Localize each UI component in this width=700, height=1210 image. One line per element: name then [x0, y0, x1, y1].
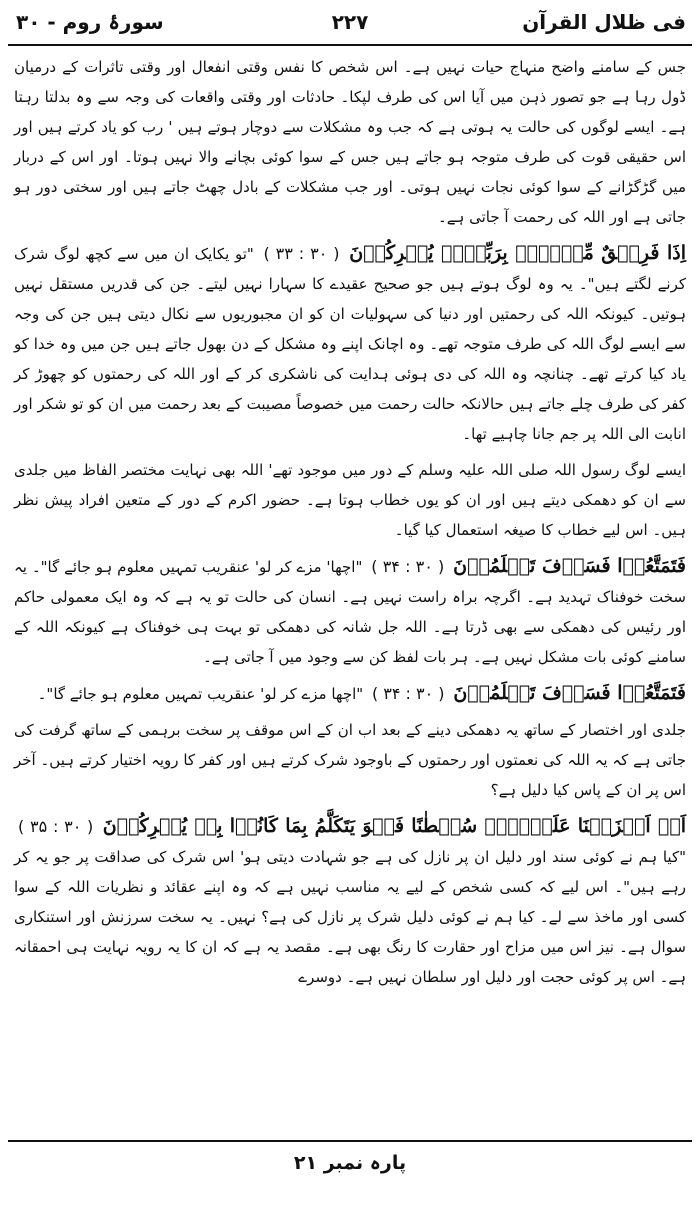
quran-verse: اَمۡ اَنۡزَلۡنَا عَلَیۡہِمۡ سُلۡطٰنًا فَہُوَ یَتَکَلَّمُ بِمَا کَانُوۡا بِہٖ یُشۡرِکُوۡنَ — [102, 815, 686, 837]
paragraph-text: "اچھا' مزے کر لو' عنقریب تمہیں معلوم ہو جائے گا"۔ یہ سخت خوفناک تہدید ہے۔ اگرچہ براہ راست نہیں ہے۔ انسان کی حالت تو یہ ہے کہ وہ ایک معمولی حاکم اور رئیس کی دھمکی سے بھی ڈرتا ہے۔ اللہ جل شانہ کی دھمکی تو بہت ہی خوفناک ہے کیونکہ اللہ کے سامنے کوئی بات مشکل نہیں ہے۔ ہر بات لفظ کن سے وجود میں آ جاتی ہے۔ — [14, 558, 686, 666]
paragraph-2 — [14, 238, 686, 449]
paragraph-3 — [14, 455, 686, 545]
book-title: فی ظلال القرآن — [522, 10, 686, 34]
paragraph-text: ایسے لوگ رسول اللہ صلی اللہ علیہ وسلم کے دور میں موجود تھے' اللہ بھی نہایت مختصر الفاظ میں جلدی سے ان کو دھمکی دیتے ہیں اور ان کو یوں خطاب ہوتا ہے۔ حضور اکرم کے دور کے متعین افراد پیش نظر ہیں۔ اس لیے خطاب کا صیغہ استعمال کیا گیا۔ — [14, 461, 686, 539]
page-body — [14, 52, 686, 998]
paragraph-1 — [14, 52, 686, 232]
quran-verse: فَتَمَتَّعُوۡا فَسَوۡفَ تَعۡلَمُوۡنَ — [453, 682, 686, 704]
paragraph-6 — [14, 715, 686, 805]
quran-verse: فَتَمَتَّعُوۡا فَسَوۡفَ تَعۡلَمُوۡنَ — [453, 555, 687, 577]
paragraph-text: "تو یکایک ان میں سے کچھ لوگ شرک کرنے لگتے ہیں"۔ یہ وہ لوگ ہوتے ہیں جو صحیح عقیدے کا سہارا نہیں لیتے۔ جن کی قدریں مستقل نہیں ہوتیں۔ کیونکہ اللہ کی رحمتیں اور دنیا کی سہولیات ان کو ان مجبوریوں سے نکال دیتی ہیں جن کی وجہ سے ایسے لوگ اللہ کی طرف متوجہ تھے۔ وہ اچانک اپنے وہ مشکل کے دن بھول جاتے ہیں جن میں وہ خدا کو یاد کیا کرتے تھے۔ چنانچہ وہ اللہ کی دی ہوئی ہدایت کی ناشکری کر کے اور اللہ کی رحمتوں کو چھوڑ کر کفر کی طرف چلے جاتے ہیں حالانکہ حالت رحمت میں خصوصاً مصیبت کے بعد رحمت میں ان کو تو شکر اور انابت الی اللہ پر جم جانا چاہیے تھا۔ — [14, 245, 686, 443]
paragraph-text: جلدی اور اختصار کے ساتھ یہ دھمکی دینے کے بعد اب ان کے اس موقف پر سخت برہمی کے ساتھ گرفت کی جاتی ہے کہ یہ اللہ کی نعمتوں اور رحمتوں کے باوجود شرک کرتے ہیں اور کفر کا رویہ اختیار کرتے ہیں۔ آخر اس پر ان کے پاس کیا دلیل ہے؟ — [14, 721, 686, 799]
page-header — [10, 8, 690, 44]
paragraph-7 — [14, 811, 686, 992]
quran-verse: اِذَا فَرِیۡقٌ مِّنۡہُمۡ بِرَبِّہِمۡ یُشۡرِکُوۡنَ — [349, 242, 687, 264]
paragraph-text: جس کے سامنے واضح منہاج حیات نہیں ہے۔ اس شخص کا نفس وقتی انفعال اور وقتی تاثرات کے درمیان ڈول رہا ہے جو تصور ذہن میں آیا اس کی طرف لپکا۔ حادثات اور وقتی واقعات کی وجہ سے وہ بدلتا رہتا ہے۔ ایسے لوگوں کی حالت یہ ہوتی ہے کہ جب وہ مشکلات سے دوچار ہوتے ہیں ' رب کو یاد کرتے ہیں اور اس حقیقی قوت کی طرف متوجہ ہو جاتے ہیں جس کے سوا کوئی بچانے والا نہیں ہوتا۔ اور اس کے دربار میں گڑگڑانے کے سوا کوئی نجات نہیں ہوتی۔ اور جب مشکلات کے بادل چھٹ جاتے ہیں اور سختی دور ہو جاتی ہے اور اللہ کی رحمت آ جاتی ہے۔ — [14, 58, 686, 226]
paragraph-text: "کیا ہم نے کوئی سند اور دلیل ان پر نازل کی ہے جو شہادت دیتی ہو' اس شرک کی صداقت پر جو یہ کر رہے ہیں"۔ اس لیے کہ کسی شخص کے لیے یہ مناسب نہیں ہے کہ وہ اپنے عقائد و نظریات اللہ کے سوا کسی اور ماخذ سے لے۔ کیا ہم نے کوئی دلیل شرک پر نازل کی ہے؟ نہیں۔ یہ سخت سرزنش اور استنکاری سوال ہے۔ نیز اس میں مزاح اور حقارت کا رنگ بھی ہے۔ مقصد یہ ہے کہ ان کا یہ رویہ نہایت ہی احمقانہ ہے۔ اس پر کوئی حجت اور دلیل اور سلطان نہیں ہے۔ دوسرے — [14, 848, 686, 986]
paragraph-4 — [14, 551, 686, 672]
verse-reference: ( ۳۰ : ۳۴ ) — [371, 557, 445, 576]
surah-name: سورۂ روم - ۳۰ — [16, 10, 164, 34]
page-number: ۲۲۷ — [331, 10, 369, 34]
verse-reference: ( ۳۰ : ۳۳ ) — [263, 244, 340, 263]
header-divider — [8, 44, 692, 46]
verse-reference: ( ۳۰ : ۳۵ ) — [18, 817, 94, 836]
paragraph-5 — [14, 678, 686, 709]
paragraph-text: "اچھا مزے کر لو' عنقریب تمہیں معلوم ہو جائے گا"۔ — [37, 685, 364, 703]
footer-divider — [8, 1140, 692, 1142]
para-number-footer: پارہ نمبر ۲۱ — [293, 1152, 407, 1174]
verse-reference: ( ۳۰ : ۳۴ ) — [371, 684, 445, 703]
